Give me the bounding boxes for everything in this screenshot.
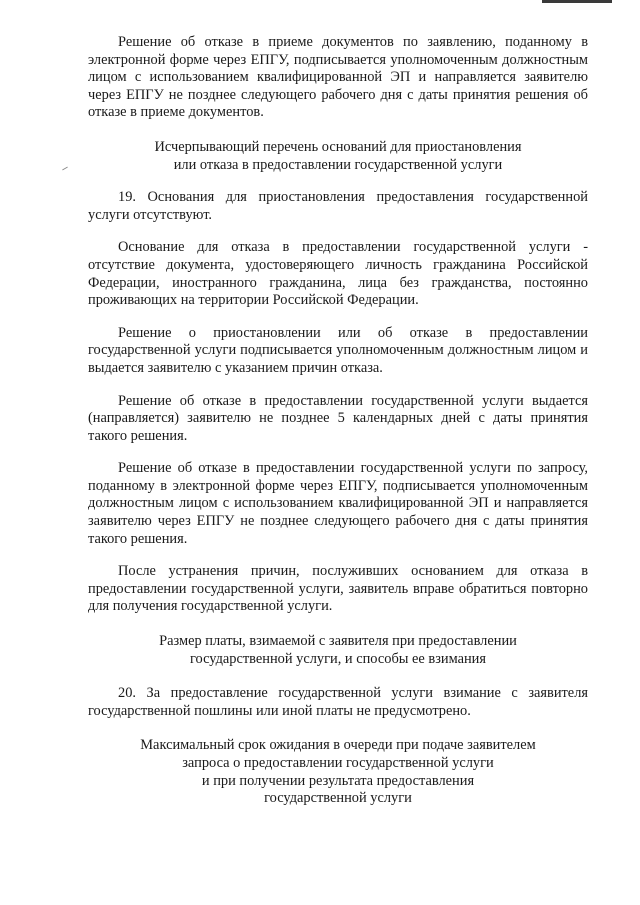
heading-queue-line-4: государственной услуги <box>264 790 412 807</box>
heading-queue-line-3: и при получении результата предоставления <box>201 772 475 789</box>
heading-queue <box>88 737 588 807</box>
heading-fee <box>88 633 588 668</box>
paragraph-decision-issued: Решение об отказе в предоставлении государственной услуги выдается (направляется) заявителю не позднее 5 календарных дней с даты принятия такого решения. <box>88 392 588 444</box>
paragraph-19: 19. Основания для приостановления предоставления государственной услуги отсутствуют. <box>88 189 588 223</box>
heading-fee-line-1: Размер платы, взимаемой с заявителя при предоставлении <box>159 633 517 650</box>
scan-artifact-mark <box>542 0 612 3</box>
document-body <box>88 34 588 823</box>
paragraph-decision-signed: Решение о приостановлении или об отказе в предоставлении государственной услуги подписывается уполномоченным должностным лицом и выдается заявителю с указанием причин отказа. <box>88 324 588 376</box>
paragraph-after-fix: После устранения причин, послуживших основанием для отказа в предоставлении государственной услуги, заявитель вправе обратиться повторно для получения государственной услуги. <box>88 563 588 615</box>
heading-grounds <box>88 139 588 174</box>
paragraph-20: 20. За предоставление государственной услуги взимание с заявителя государственной пошлины или иной платы не предусмотрено. <box>88 685 588 719</box>
paragraph-rejection-epgu: Решение об отказе в приеме документов по заявлению, поданному в электронной форме через ЕПГУ, подписывается уполномоченным должностным лицом с использованием квалифицированной ЭП и направляется заявителю через ЕПГУ не позднее следующего рабочего дня с даты принятия решения об отказе в приеме документов. <box>88 34 588 121</box>
heading-queue-line-2: запроса о предоставлении государственной услуги <box>182 755 494 771</box>
heading-fee-line-2: государственной услуги, и способы ее взимания <box>190 650 486 667</box>
scan-artifact-tick <box>62 167 68 171</box>
heading-queue-line-1: Максимальный срок ожидания в очереди при подаче заявителем <box>140 737 536 754</box>
heading-grounds-line-2: или отказа в предоставлении государственной услуги <box>173 156 503 173</box>
paragraph-refusal-basis: Основание для отказа в предоставлении государственной услуги - отсутствие документа, удостоверяющего личность гражданина Российской Федерации, иностранного гражданина, лица без гражданства, постоянно проживающих на территории Российской Федерации. <box>88 239 588 309</box>
paragraph-decision-epgu: Решение об отказе в предоставлении государственной услуги по запросу, поданному в электронной форме через ЕПГУ, подписывается уполномоченным должностным лицом с использованием квалифицированной ЭП и направляется заявителю через ЕПГУ не позднее следующего рабочего дня с даты принятия такого решения. <box>88 460 588 547</box>
heading-grounds-line-1: Исчерпывающий перечень оснований для приостановления <box>154 138 522 155</box>
